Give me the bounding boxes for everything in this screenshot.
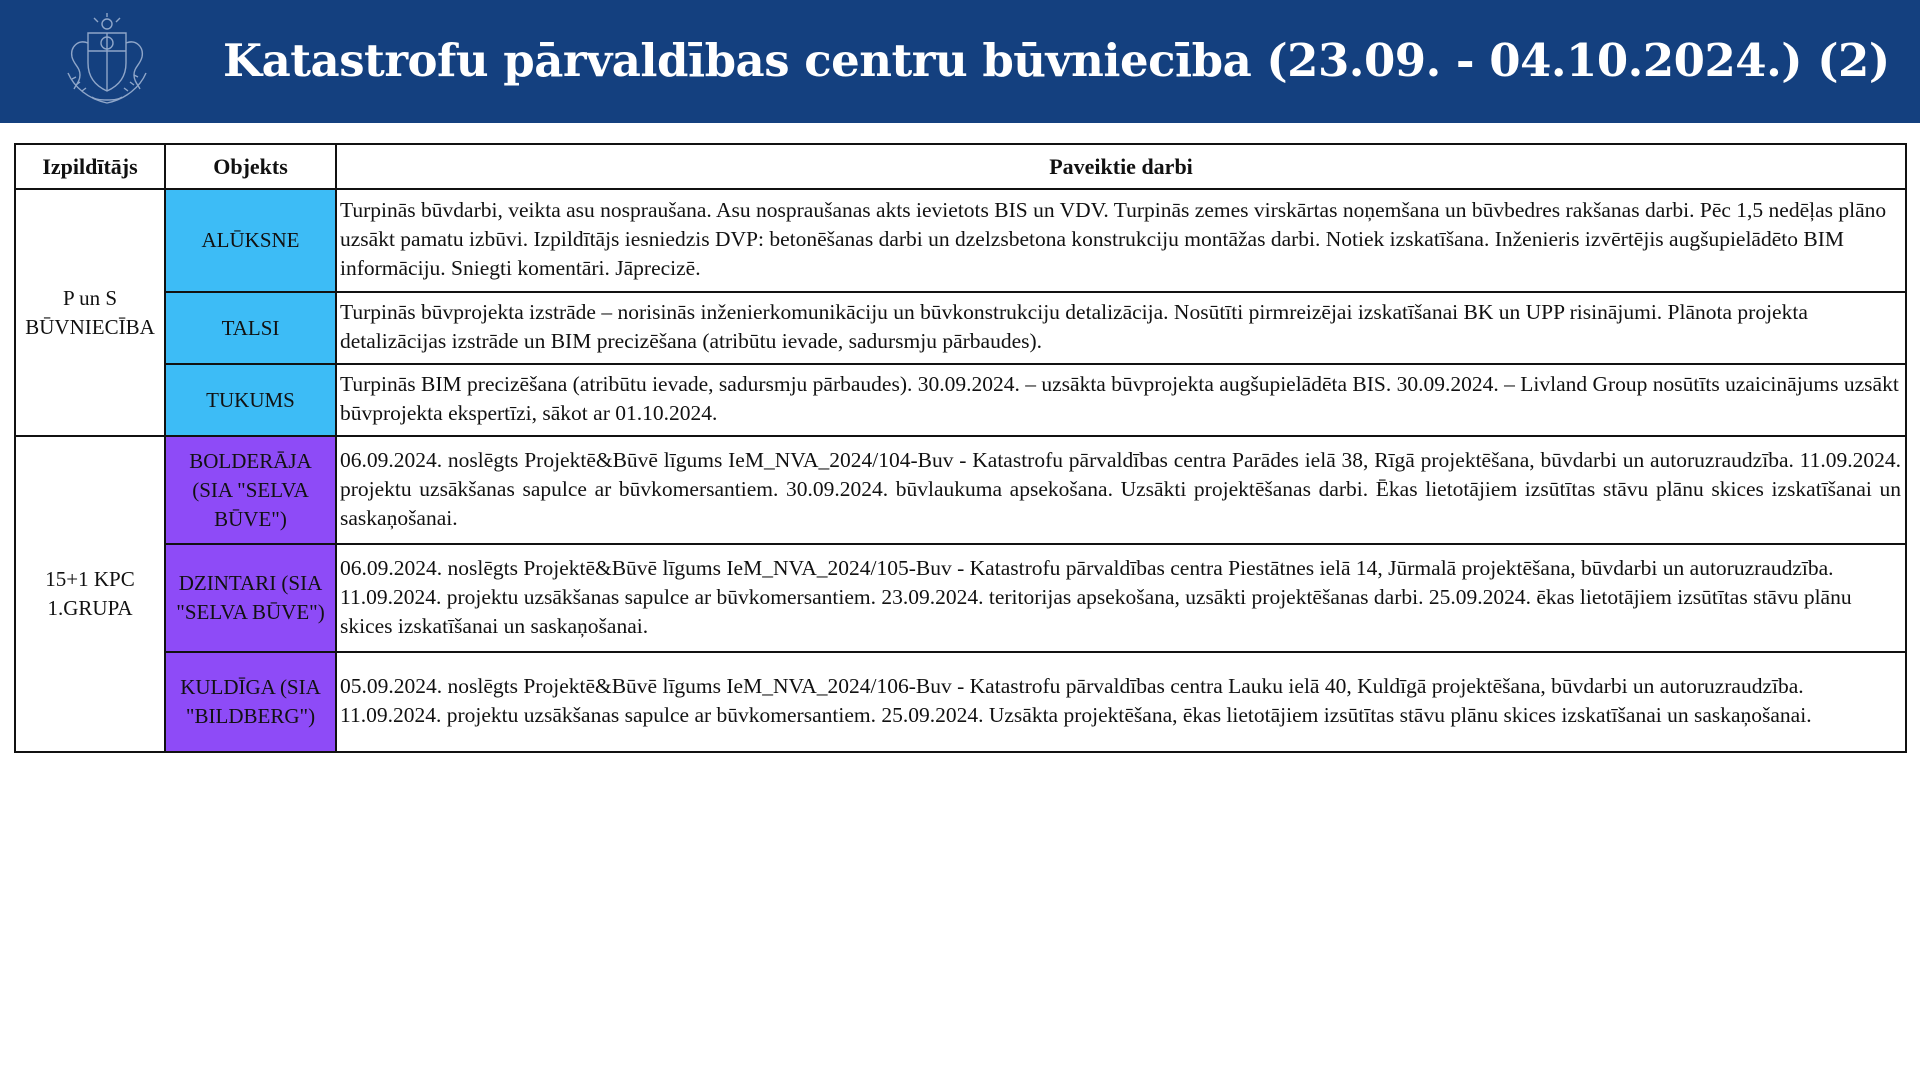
column-header-works: Paveiktie darbi bbox=[336, 144, 1906, 189]
column-header-executor: Izpildītājs bbox=[15, 144, 165, 189]
executor-cell: P un S BŪVNIECĪBA bbox=[15, 189, 165, 436]
works-cell: 05.09.2024. noslēgts Projektē&Būvē līgums IeM_NVA_2024/106-Buv - Katastrofu pārvaldības centra Lauku ielā 40, Kuldīgā projektēšana, būvdarbi un autoruzraudzība. 11.09.2024. projektu uzsākšanas sapulce ar būvkomersantiem. 25.09.2024. Uzsākta projektēšana, ēkas lietotājiem izsūtītas stāvu plānu skices izskatīšanai un saskaņošanai. bbox=[336, 652, 1906, 752]
header-bar bbox=[0, 0, 1920, 123]
table-row bbox=[15, 292, 1906, 364]
works-cell: Turpinās BIM precizēšana (atribūtu ievade, sadursmju pārbaudes). 30.09.2024. – uzsākta būvprojekta augšupielādēta BIS. 30.09.2024. – Livland Group nosūtīts uzaicinājums uzsākt būvprojekta ekspertīzi, sākot ar 01.10.2024. bbox=[336, 364, 1906, 436]
object-cell: KULDĪGA (SIA "BILDBERG") bbox=[165, 652, 336, 752]
table-row bbox=[15, 652, 1906, 752]
table-header-row bbox=[15, 144, 1906, 189]
works-cell: 06.09.2024. noslēgts Projektē&Būvē līgums IeM_NVA_2024/105-Buv - Katastrofu pārvaldības centra Piestātnes ielā 14, Jūrmalā projektēšana, būvdarbi un autoruzraudzība. 11.09.2024. projektu uzsākšanas sapulce ar būvkomersantiem. 23.09.2024. teritorijas apsekošana, uzsākti projektēšanas darbi. 25.09.2024. ēkas lietotājiem izsūtītas stāvu plānu skices izskatīšanai un saskaņošanai. bbox=[336, 544, 1906, 652]
object-cell: DZINTARI (SIA "SELVA BŪVE") bbox=[165, 544, 336, 652]
object-cell: TUKUMS bbox=[165, 364, 336, 436]
executor-cell: 15+1 KPC 1.GRUPA bbox=[15, 436, 165, 752]
page-title: Katastrofu pārvaldības centru būvniecība (23.09. - 04.10.2024.) (2) bbox=[223, 34, 1890, 87]
works-cell: Turpinās būvprojekta izstrāde – norisinās inženierkomunikāciju un būvkonstrukciju detalizācija. Nosūtīti pirmreizējai izskatīšanai BK un UPP risinājumi. Plānota projekta detalizācijas izstrāde un BIM precizēšana (atribūtu ievade, sadursmju pārbaudes). bbox=[336, 292, 1906, 364]
column-header-object: Objekts bbox=[165, 144, 336, 189]
works-cell: Turpinās būvdarbi, veikta asu nospraušana. Asu nospraušanas akts ievietots BIS un VDV. Turpinās zemes virskārtas noņemšana un būvbedres rakšanas darbi. Pēc 1,5 nedēļas plāno uzsākt pamatu izbūvi. Izpildītājs iesniedzis DVP: betonēšanas darbi un dzelzsbetona konstrukciju montāžas darbi. Notiek izskatīšana. Inženieris izvērtējis augšupielādēto BIM informāciju. Sniegti komentāri. Jāprecizē. bbox=[336, 189, 1906, 292]
object-cell: BOLDERĀJA (SIA "SELVA BŪVE") bbox=[165, 436, 336, 544]
table-row bbox=[15, 364, 1906, 436]
works-cell: 06.09.2024. noslēgts Projektē&Būvē līgums IeM_NVA_2024/104-Buv - Katastrofu pārvaldības centra Parādes ielā 38, Rīgā projektēšana, būvdarbi un autoruzraudzība. 11.09.2024. projektu uzsākšanas sapulce ar būvkomersantiem. 30.09.2024. būvlaukuma apsekošana. Uzsākti projektēšanas darbi. Ēkas lietotājiem izsūtītas stāvu plānu skices izskatīšanai un saskaņošanai. bbox=[336, 436, 1906, 544]
table-row bbox=[15, 436, 1906, 544]
table-row bbox=[15, 189, 1906, 292]
object-cell: TALSI bbox=[165, 292, 336, 364]
coat-of-arms-icon bbox=[58, 13, 156, 109]
works-table bbox=[14, 143, 1907, 753]
object-cell: ALŪKSNE bbox=[165, 189, 336, 292]
table-row bbox=[15, 544, 1906, 652]
